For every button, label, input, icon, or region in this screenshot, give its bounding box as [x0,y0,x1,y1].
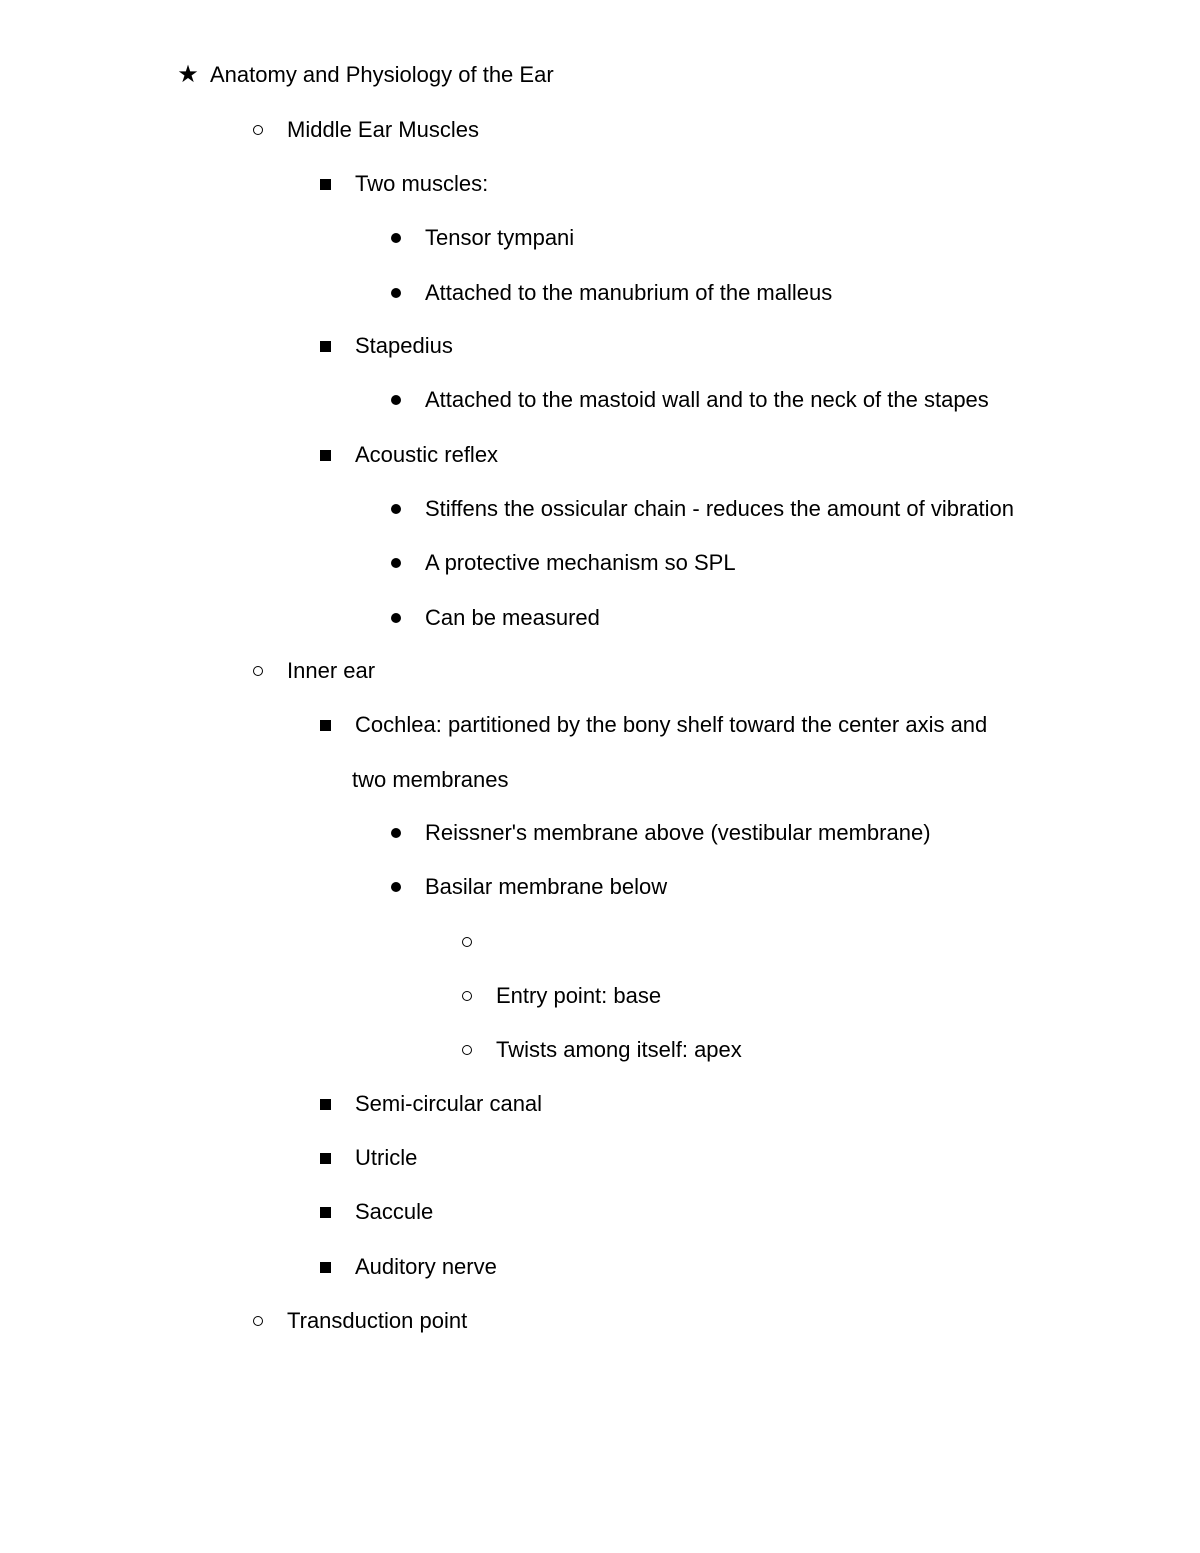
outline-item-text: Stapedius [355,333,453,358]
hollow-circle-bullet-icon [462,937,472,947]
outline-item-text: Stiffens the ossicular chain - reduces the amount of vibration [425,496,1015,521]
outline-item-ossicular-chain [386,493,1014,525]
outline-item-cochlea [315,709,987,741]
disc-bullet-icon [391,395,401,405]
outline-item-twists [455,1034,742,1066]
hollow-circle-bullet-icon [462,991,472,1001]
square-bullet-icon [320,1207,331,1218]
outline-item-auditory-nerve [315,1251,497,1283]
outline-item-cochlea-continuation: two membranes [352,767,509,792]
disc-bullet-icon [391,288,401,298]
disc-bullet-icon [391,558,401,568]
outline-item-text: Entry point: base [496,983,662,1008]
square-bullet-icon [320,1262,331,1273]
outline-item-text: Utricle [355,1145,418,1170]
star-bullet-icon: ★ [177,61,199,88]
hollow-circle-bullet-icon [253,125,263,135]
outline-item-text: Anatomy and Physiology of the Ear [210,62,554,87]
outline-item-protective-mechanism [386,547,736,579]
outline-item-text: Can be measured [425,605,600,630]
outline-item-inner-ear [246,655,375,687]
outline-item-text: Tensor tympani [425,225,575,250]
disc-bullet-icon [391,504,401,514]
outline-item-malleus-attachment [386,277,832,309]
disc-bullet-icon [391,828,401,838]
disc-bullet-icon [391,613,401,623]
outline-item-text: Attached to the mastoid wall and to the neck of the stapes [425,387,989,412]
disc-bullet-icon [391,233,401,243]
outline-item-empty [455,926,496,958]
outline-item-text: A protective mechanism so SPL [425,550,736,575]
outline-item-text: Reissner's membrane above (vestibular membrane) [425,820,931,845]
outline-item-utricle [315,1142,417,1174]
hollow-circle-bullet-icon [253,666,263,676]
square-bullet-icon [320,720,331,731]
outline-item-middle-ear-muscles [246,114,479,146]
outline-item-transduction-point [246,1305,467,1337]
outline-item-reissners-membrane [386,817,931,849]
outline-item-text: Transduction point [287,1308,468,1333]
outline-item-text: Auditory nerve [355,1254,497,1279]
square-bullet-icon [320,179,331,190]
outline-item-text: Basilar membrane below [425,874,668,899]
disc-bullet-icon [391,882,401,892]
outline-item-stapes-attachment [386,384,989,416]
outline-item-two-muscles [315,168,488,200]
outline-item-text: Inner ear [287,658,376,683]
outline-item-text: Cochlea: partitioned by the bony shelf toward the center axis and [355,712,988,737]
square-bullet-icon [320,1153,331,1164]
square-bullet-icon [320,450,331,461]
outline-item-text: Middle Ear Muscles [287,117,479,142]
outline-item-acoustic-reflex [315,439,498,471]
outline-item-text: Saccule [355,1199,434,1224]
hollow-circle-bullet-icon [462,1045,472,1055]
outline-item-tensor-tympani [386,222,574,254]
square-bullet-icon [320,1099,331,1110]
outline-item-basilar-membrane [386,871,667,903]
outline-item-text: Semi-circular canal [355,1091,543,1116]
outline-item-saccule [315,1196,433,1228]
outline-item-entry-point [455,980,661,1012]
outline-item-can-be-measured [386,602,600,634]
outline-item-text: Twists among itself: apex [496,1037,742,1062]
outline-item-title [176,59,554,91]
square-bullet-icon [320,341,331,352]
outline-item-text: Attached to the manubrium of the malleus [425,280,833,305]
outline-item-text: Acoustic reflex [355,442,499,467]
outline-item-semi-circular-canal [315,1088,542,1120]
outline-item-stapedius [315,330,453,362]
hollow-circle-bullet-icon [253,1316,263,1326]
outline-item-text: Two muscles: [355,171,489,196]
